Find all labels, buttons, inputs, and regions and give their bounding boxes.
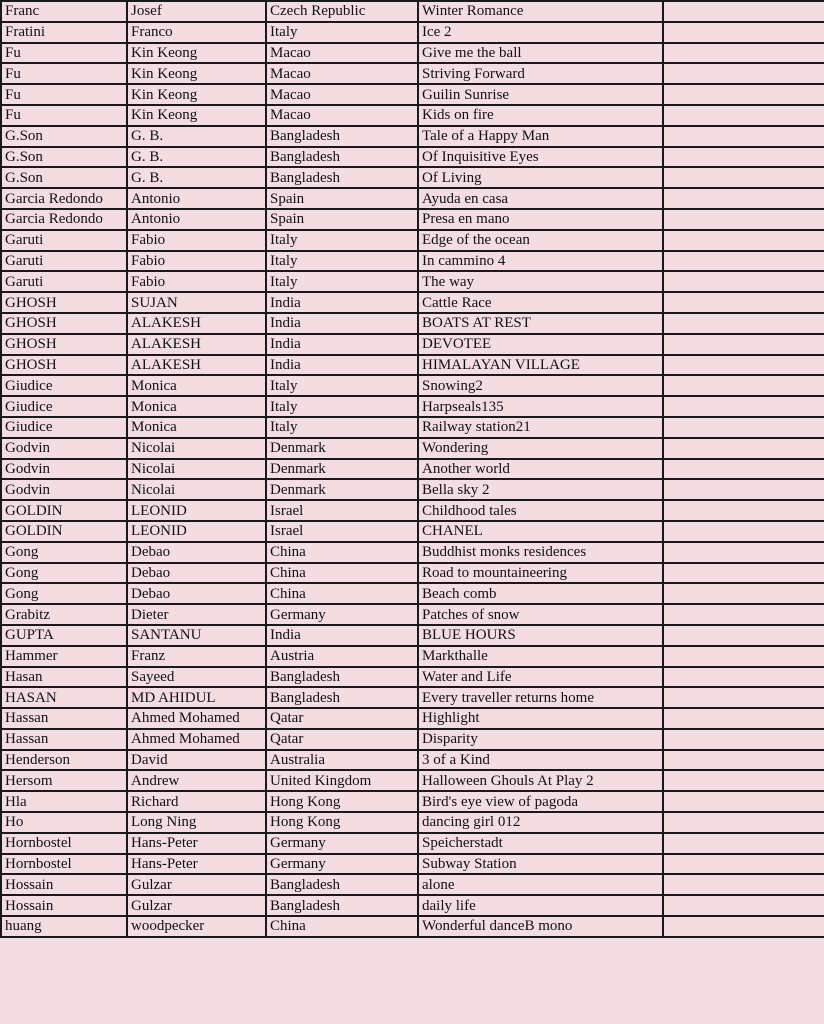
country-cell: China [266,563,418,584]
country-cell: Macao [266,84,418,105]
country-cell: Denmark [266,459,418,480]
surname-cell: GOLDIN [1,521,127,542]
country-cell: India [266,355,418,376]
table-row [1,563,824,584]
empty-cell [663,334,824,355]
surname-cell: GHOSH [1,313,127,334]
first-name-cell: LEONID [127,521,266,542]
table-row [1,521,824,542]
surname-cell: Hornbostel [1,833,127,854]
first-name-cell: Fabio [127,271,266,292]
first-name-cell: David [127,750,266,771]
table-row [1,375,824,396]
first-name-cell: Antonio [127,188,266,209]
title-cell: CHANEL [418,521,663,542]
empty-cell [663,251,824,272]
entries-table-body [1,1,824,937]
first-name-cell: ALAKESH [127,334,266,355]
first-name-cell: Nicolai [127,479,266,500]
surname-cell: Gong [1,542,127,563]
empty-cell [663,770,824,791]
country-cell: Bangladesh [266,667,418,688]
table-row [1,895,824,916]
table-row [1,833,824,854]
table-row [1,147,824,168]
title-cell: Highlight [418,708,663,729]
first-name-cell: G. B. [127,167,266,188]
surname-cell: GUPTA [1,625,127,646]
title-cell: BLUE HOURS [418,625,663,646]
surname-cell: Fratini [1,22,127,43]
country-cell: Macao [266,43,418,64]
first-name-cell: Monica [127,396,266,417]
title-cell: BOATS AT REST [418,313,663,334]
table-row [1,750,824,771]
empty-cell [663,84,824,105]
first-name-cell: Ahmed Mohamed [127,729,266,750]
first-name-cell: G. B. [127,147,266,168]
empty-cell [663,22,824,43]
table-row [1,396,824,417]
table-row [1,583,824,604]
country-cell: Hong Kong [266,791,418,812]
empty-cell [663,916,824,937]
country-cell: China [266,542,418,563]
title-cell: Snowing2 [418,375,663,396]
title-cell: Bella sky 2 [418,479,663,500]
table-row [1,479,824,500]
title-cell: In cammino 4 [418,251,663,272]
empty-cell [663,750,824,771]
title-cell: Kids on fire [418,105,663,126]
empty-cell [663,355,824,376]
title-cell: Cattle Race [418,292,663,313]
title-cell: 3 of a Kind [418,750,663,771]
first-name-cell: Gulzar [127,874,266,895]
empty-cell [663,126,824,147]
empty-cell [663,1,824,22]
title-cell: alone [418,874,663,895]
surname-cell: Godvin [1,479,127,500]
surname-cell: Hossain [1,895,127,916]
title-cell: Ice 2 [418,22,663,43]
empty-cell [663,209,824,230]
table-row [1,63,824,84]
country-cell: Germany [266,833,418,854]
first-name-cell: Josef [127,1,266,22]
first-name-cell: Andrew [127,770,266,791]
empty-cell [663,874,824,895]
first-name-cell: G. B. [127,126,266,147]
country-cell: Italy [266,251,418,272]
title-cell: Childhood tales [418,500,663,521]
country-cell: Spain [266,209,418,230]
country-cell: Macao [266,105,418,126]
table-row [1,874,824,895]
first-name-cell: Richard [127,791,266,812]
title-cell: Harpseals135 [418,396,663,417]
first-name-cell: Franz [127,646,266,667]
country-cell: United Kingdom [266,770,418,791]
surname-cell: GHOSH [1,334,127,355]
title-cell: Beach comb [418,583,663,604]
empty-cell [663,479,824,500]
table-row [1,167,824,188]
first-name-cell: Ahmed Mohamed [127,708,266,729]
title-cell: HIMALAYAN VILLAGE [418,355,663,376]
first-name-cell: Kin Keong [127,84,266,105]
surname-cell: GHOSH [1,355,127,376]
table-row [1,729,824,750]
country-cell: Italy [266,396,418,417]
surname-cell: G.Son [1,167,127,188]
empty-cell [663,708,824,729]
first-name-cell: Debao [127,542,266,563]
country-cell: Qatar [266,708,418,729]
table-row [1,916,824,937]
surname-cell: G.Son [1,147,127,168]
country-cell: Austria [266,646,418,667]
first-name-cell: Nicolai [127,459,266,480]
empty-cell [663,396,824,417]
surname-cell: Henderson [1,750,127,771]
surname-cell: Gong [1,563,127,584]
surname-cell: Hasan [1,667,127,688]
empty-cell [663,188,824,209]
table-row [1,188,824,209]
country-cell: Bangladesh [266,147,418,168]
surname-cell: Giudice [1,417,127,438]
surname-cell: Hersom [1,770,127,791]
title-cell: DEVOTEE [418,334,663,355]
country-cell: India [266,292,418,313]
empty-cell [663,271,824,292]
first-name-cell: MD AHIDUL [127,687,266,708]
empty-cell [663,147,824,168]
empty-cell [663,583,824,604]
surname-cell: HASAN [1,687,127,708]
table-row [1,459,824,480]
first-name-cell: LEONID [127,500,266,521]
table-row [1,667,824,688]
empty-cell [663,895,824,916]
table-row [1,770,824,791]
first-name-cell: SUJAN [127,292,266,313]
title-cell: Markthalle [418,646,663,667]
surname-cell: huang [1,916,127,937]
title-cell: daily life [418,895,663,916]
surname-cell: Fu [1,43,127,64]
table-row [1,854,824,875]
country-cell: China [266,916,418,937]
title-cell: Buddhist monks residences [418,542,663,563]
empty-cell [663,313,824,334]
country-cell: Hong Kong [266,812,418,833]
table-row [1,271,824,292]
country-cell: Bangladesh [266,126,418,147]
country-cell: Bangladesh [266,687,418,708]
title-cell: Another world [418,459,663,480]
empty-cell [663,438,824,459]
empty-cell [663,625,824,646]
surname-cell: Garuti [1,230,127,251]
empty-cell [663,791,824,812]
empty-cell [663,854,824,875]
surname-cell: Fu [1,84,127,105]
country-cell: Macao [266,63,418,84]
country-cell: Bangladesh [266,167,418,188]
title-cell: Striving Forward [418,63,663,84]
country-cell: Italy [266,271,418,292]
title-cell: Wondering [418,438,663,459]
empty-cell [663,43,824,64]
surname-cell: Fu [1,105,127,126]
first-name-cell: Monica [127,375,266,396]
first-name-cell: Hans-Peter [127,854,266,875]
empty-cell [663,646,824,667]
country-cell: Italy [266,375,418,396]
country-cell: Italy [266,22,418,43]
table-row [1,646,824,667]
empty-cell [663,542,824,563]
title-cell: Patches of snow [418,604,663,625]
surname-cell: Hossain [1,874,127,895]
table-row [1,126,824,147]
empty-cell [663,604,824,625]
table-row [1,355,824,376]
empty-cell [663,687,824,708]
country-cell: Qatar [266,729,418,750]
title-cell: Disparity [418,729,663,750]
title-cell: Edge of the ocean [418,230,663,251]
first-name-cell: Franco [127,22,266,43]
table-row [1,43,824,64]
empty-cell [663,292,824,313]
table-row [1,438,824,459]
table-row [1,687,824,708]
country-cell: India [266,334,418,355]
table-row [1,84,824,105]
title-cell: Railway station21 [418,417,663,438]
surname-cell: Franc [1,1,127,22]
first-name-cell: woodpecker [127,916,266,937]
surname-cell: Garcia Redondo [1,188,127,209]
table-row [1,313,824,334]
empty-cell [663,230,824,251]
country-cell: Bangladesh [266,874,418,895]
surname-cell: Giudice [1,396,127,417]
first-name-cell: SANTANU [127,625,266,646]
table-row [1,500,824,521]
first-name-cell: Debao [127,583,266,604]
title-cell: Presa en mano [418,209,663,230]
table-row [1,604,824,625]
country-cell: Denmark [266,438,418,459]
title-cell: Halloween Ghouls At Play 2 [418,770,663,791]
table-row [1,22,824,43]
empty-cell [663,459,824,480]
title-cell: Ayuda en casa [418,188,663,209]
surname-cell: Hla [1,791,127,812]
empty-cell [663,417,824,438]
title-cell: Of Inquisitive Eyes [418,147,663,168]
surname-cell: Hammer [1,646,127,667]
surname-cell: GOLDIN [1,500,127,521]
table-row [1,251,824,272]
first-name-cell: Long Ning [127,812,266,833]
title-cell: Of Living [418,167,663,188]
table-row [1,625,824,646]
table-row [1,542,824,563]
empty-cell [663,833,824,854]
surname-cell: Fu [1,63,127,84]
first-name-cell: Dieter [127,604,266,625]
empty-cell [663,812,824,833]
empty-cell [663,105,824,126]
empty-cell [663,63,824,84]
table-row [1,417,824,438]
surname-cell: Hassan [1,708,127,729]
country-cell: China [266,583,418,604]
first-name-cell: Monica [127,417,266,438]
table-row [1,105,824,126]
country-cell: Germany [266,854,418,875]
country-cell: Israel [266,521,418,542]
country-cell: Czech Republic [266,1,418,22]
title-cell: Water and Life [418,667,663,688]
first-name-cell: Gulzar [127,895,266,916]
country-cell: Italy [266,230,418,251]
empty-cell [663,729,824,750]
title-cell: Give me the ball [418,43,663,64]
table-row [1,708,824,729]
first-name-cell: ALAKESH [127,313,266,334]
surname-cell: Hornbostel [1,854,127,875]
title-cell: dancing girl 012 [418,812,663,833]
first-name-cell: Kin Keong [127,105,266,126]
empty-cell [663,500,824,521]
country-cell: Spain [266,188,418,209]
title-cell: Winter Romance [418,1,663,22]
title-cell: The way [418,271,663,292]
country-cell: Israel [266,500,418,521]
table-row [1,812,824,833]
empty-cell [663,521,824,542]
empty-cell [663,667,824,688]
surname-cell: Garcia Redondo [1,209,127,230]
first-name-cell: Antonio [127,209,266,230]
surname-cell: Giudice [1,375,127,396]
surname-cell: Garuti [1,271,127,292]
table-row [1,791,824,812]
title-cell: Every traveller returns home [418,687,663,708]
empty-cell [663,375,824,396]
country-cell: Bangladesh [266,895,418,916]
first-name-cell: Fabio [127,251,266,272]
title-cell: Speicherstadt [418,833,663,854]
table-row [1,230,824,251]
country-cell: Germany [266,604,418,625]
title-cell: Wonderful danceB mono [418,916,663,937]
table-row [1,1,824,22]
empty-cell [663,563,824,584]
title-cell: Bird's eye view of pagoda [418,791,663,812]
table-row [1,334,824,355]
surname-cell: Grabitz [1,604,127,625]
surname-cell: Godvin [1,459,127,480]
first-name-cell: ALAKESH [127,355,266,376]
surname-cell: Godvin [1,438,127,459]
first-name-cell: Fabio [127,230,266,251]
first-name-cell: Kin Keong [127,63,266,84]
country-cell: Denmark [266,479,418,500]
first-name-cell: Sayeed [127,667,266,688]
country-cell: India [266,313,418,334]
title-cell: Road to mountaineering [418,563,663,584]
title-cell: Subway Station [418,854,663,875]
title-cell: Tale of a Happy Man [418,126,663,147]
empty-cell [663,167,824,188]
country-cell: India [266,625,418,646]
first-name-cell: Debao [127,563,266,584]
surname-cell: G.Son [1,126,127,147]
surname-cell: GHOSH [1,292,127,313]
first-name-cell: Kin Keong [127,43,266,64]
country-cell: Italy [266,417,418,438]
country-cell: Australia [266,750,418,771]
surname-cell: Garuti [1,251,127,272]
title-cell: Guilin Sunrise [418,84,663,105]
first-name-cell: Hans-Peter [127,833,266,854]
table-row [1,209,824,230]
surname-cell: Gong [1,583,127,604]
surname-cell: Ho [1,812,127,833]
surname-cell: Hassan [1,729,127,750]
first-name-cell: Nicolai [127,438,266,459]
table-row [1,292,824,313]
